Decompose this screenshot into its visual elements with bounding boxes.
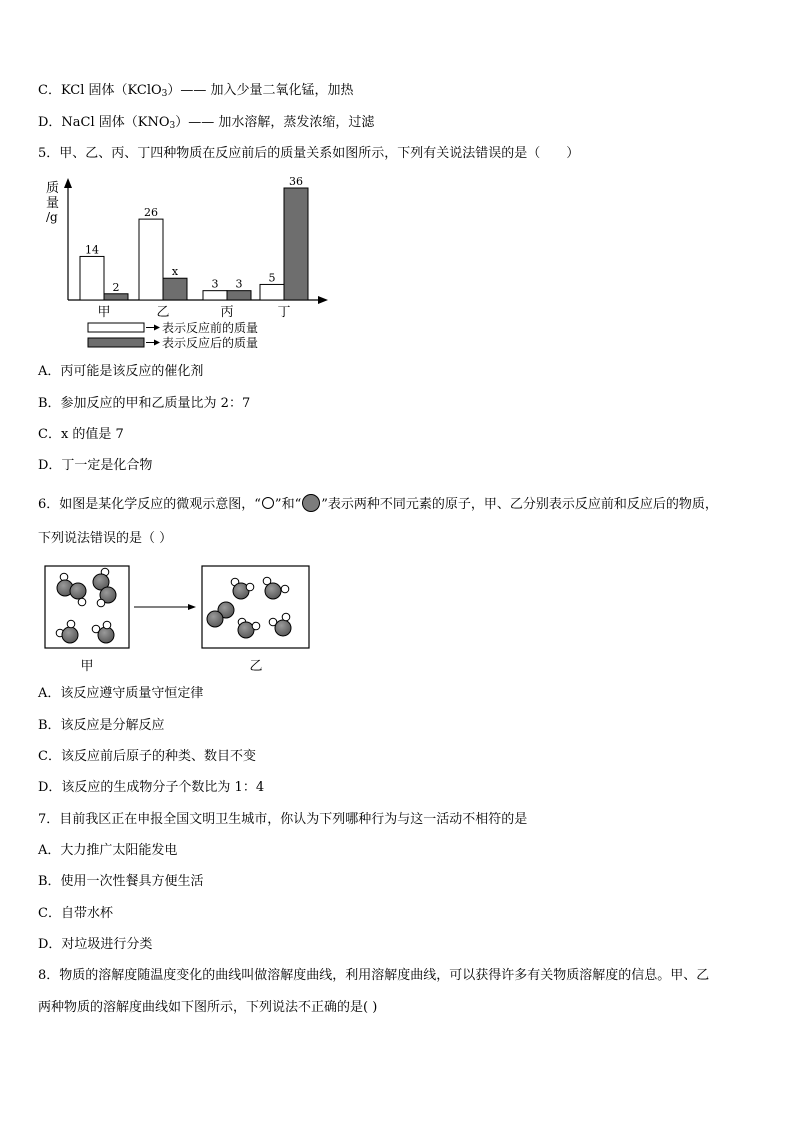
bars-group [80, 176, 308, 300]
bar-value-label: x [171, 265, 179, 279]
q7-stem: 7．目前我区正在申报全国文明卫生城市，你认为下列哪种行为与这一活动不相符的是 [38, 812, 528, 827]
y-axis-arrow [64, 178, 72, 188]
q6-option-b: B．该反应是分解反应 [38, 718, 165, 733]
bar-value-label: 36 [289, 176, 303, 188]
bar-value-label: 26 [144, 206, 158, 220]
bar-before [139, 219, 163, 300]
q6-stem: 6．如图是某化学反应的微观示意图，“ ”和“ ”表示两种不同元素的原子，甲、乙分别表示反应前和反应后的物质， [38, 494, 718, 513]
o-atom [62, 627, 78, 643]
x-tick-label: 丙 [220, 305, 234, 320]
bar-before [80, 256, 104, 300]
h-atom [97, 599, 105, 607]
q4-option-d: D．NaCl 固体$(KNO_3)——$ 加水溶解，蒸发浓缩，过滤 [38, 115, 375, 131]
h-atom [103, 621, 111, 629]
legend-swatch-after [88, 338, 144, 347]
legend-arrow-head-before [154, 325, 160, 331]
box-before-label: 甲 [80, 659, 94, 674]
q6-option-c: C．该反应前后原子的种类、数目不变 [38, 749, 256, 764]
x-tick-label: 甲 [97, 305, 111, 320]
x-tick-label: 乙 [156, 305, 170, 320]
bar-before [203, 291, 227, 300]
o-atom [265, 583, 281, 599]
y-label-char-2: 量 [46, 196, 60, 211]
q5-stem: 5．甲、乙、丙、丁四种物质在反应前后的质量关系如图所示，下列有关说法错误的是（ ） [38, 146, 580, 161]
h-atom [246, 583, 254, 591]
q6-molecule-diagram [40, 560, 330, 676]
bar-value-label: 2 [112, 280, 120, 294]
h-atom [67, 620, 75, 628]
o-atom [207, 611, 223, 627]
bar-after [104, 294, 128, 300]
x-tick-labels [97, 305, 290, 320]
q8-stem-line2: 两种物质的溶解度曲线如下图所示，下列说法不正确的是( ) [38, 1000, 378, 1015]
q5-option-c: C．x 的值是 7 [38, 427, 124, 442]
h-atom [78, 598, 86, 606]
box-after-label: 乙 [249, 659, 263, 674]
legend-label-before: 表示反应前的质量 [162, 321, 259, 335]
chart-legend [88, 320, 258, 350]
bar-after [163, 278, 187, 300]
q7-option-c: C．自带水杯 [38, 906, 113, 921]
q7-option-d: D．对垃圾进行分类 [38, 937, 153, 952]
q6-option-a: A．该反应遵守质量守恒定律 [38, 686, 204, 701]
x-axis-arrow [318, 296, 328, 304]
h-atom [282, 613, 290, 621]
q5-option-d: D．丁一定是化合物 [38, 458, 153, 473]
h-atom [281, 585, 289, 593]
bar-after [284, 188, 308, 300]
legend-swatch-before [88, 323, 144, 332]
bar-value-label: 3 [211, 277, 219, 291]
bar-value-label: 14 [85, 243, 99, 257]
bar-before [260, 284, 284, 300]
reaction-arrow-head [188, 604, 196, 610]
bar-after [227, 291, 251, 300]
h-atom [252, 622, 260, 630]
o-atom [98, 627, 114, 643]
q7-option-a: A．大力推广太阳能发电 [38, 843, 178, 858]
o-atom [70, 583, 86, 599]
y-label-char-3: /g [46, 210, 58, 224]
o-atom [238, 622, 254, 638]
q5-bar-chart [40, 176, 340, 356]
q5-option-a: A．丙可能是该反应的催化剂 [38, 364, 204, 379]
q8-stem-line1: 8．物质的溶解度随温度变化的曲线叫做溶解度曲线，利用溶解度曲线，可以获得许多有关物质溶解度的信息。甲、乙 [38, 968, 710, 983]
q7-option-b: B．使用一次性餐具方便生活 [38, 874, 204, 889]
y-label-char-1: 质 [46, 181, 60, 196]
bar-value-label: 5 [268, 271, 276, 285]
chart-y-label [46, 181, 59, 224]
legend-label-after: 表示反应后的质量 [162, 336, 259, 350]
q6-stem-line2: 下列说法错误的是（ ） [38, 531, 173, 546]
large-atom-icon [302, 494, 320, 512]
q5-option-b: B．参加反应的甲和乙质量比为 2：7 [38, 396, 251, 411]
o-atom [275, 620, 291, 636]
bar-value-label: 3 [235, 277, 243, 291]
legend-arrow-head-after [154, 340, 160, 346]
x-tick-label: 丁 [277, 305, 291, 320]
small-atom-icon [262, 497, 274, 509]
q6-option-d: D．该反应的生成物分子个数比为 1：4 [38, 780, 265, 795]
q4-option-c: C．KCl 固体（KClO$_3$）—— 加入少量二氧化锰，加热 [38, 83, 354, 99]
